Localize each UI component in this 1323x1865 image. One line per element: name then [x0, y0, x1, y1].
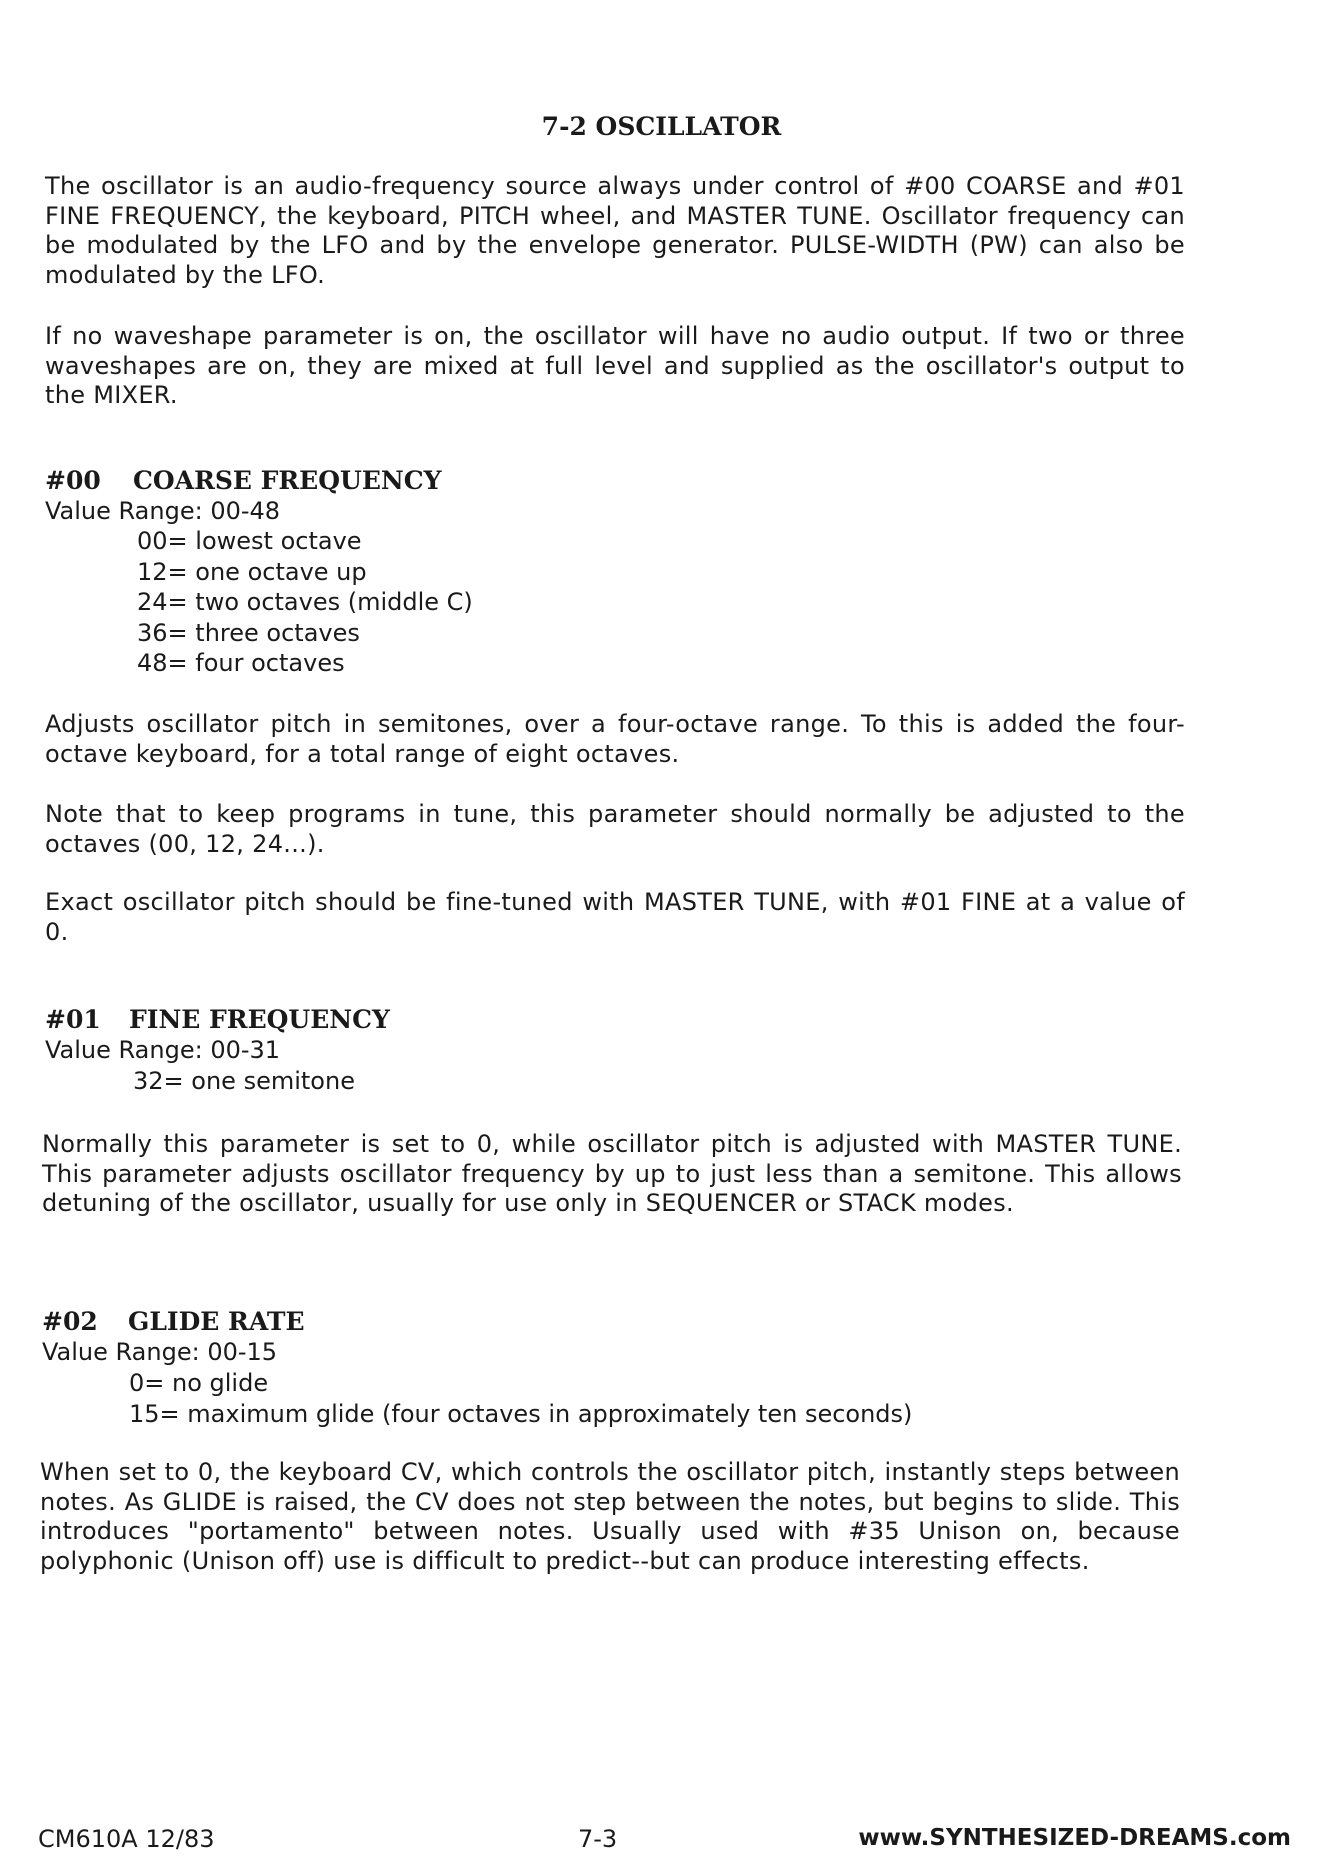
param-number: #02: [42, 1307, 98, 1336]
param-name: COARSE FREQUENCY: [133, 466, 442, 495]
value-item: 0= no glide: [129, 1369, 269, 1397]
value-item: 36= three octaves: [137, 618, 360, 647]
param-paragraph: Adjusts oscillator pitch in semitones, over a four-octave range. To this is added the four-octave keyboard, for a total range of eight octaves.: [45, 710, 1185, 768]
value-item: 24= two octaves (middle C): [137, 588, 473, 616]
param-heading-00: [45, 466, 441, 495]
value-item: 48= four octaves: [137, 649, 345, 677]
value-item: 32= one semitone: [133, 1067, 355, 1095]
param-paragraph: When set to 0, the keyboard CV, which controls the oscillator pitch, instantly steps between notes. As GLIDE is raised, the CV does not step between the notes, but begins to slide. This introduces "portamento" between notes. Usually used with #35 Unison on, because polyphonic (Unison off) use is difficult to predict--but can produce interesting effects.: [40, 1458, 1180, 1575]
value-item: 12= one octave up: [137, 557, 367, 586]
value-list: [133, 1066, 355, 1097]
value-item: 15= maximum glide (four octaves in approximately ten seconds): [129, 1399, 913, 1428]
value-list: [129, 1368, 912, 1429]
value-item: 00= lowest octave: [137, 527, 362, 555]
param-paragraph: Note that to keep programs in tune, this parameter should normally be adjusted to the octaves (00, 12, 24...).: [45, 800, 1185, 858]
param-name: FINE FREQUENCY: [129, 1005, 390, 1034]
value-list: [137, 526, 473, 679]
section-title: 7-2 OSCILLATOR: [541, 112, 782, 141]
website-link[interactable]: www.SYNTHESIZED-DREAMS.com: [858, 1825, 1291, 1851]
param-number: #00: [45, 466, 101, 495]
document-code: CM610A 12/83: [38, 1825, 215, 1853]
param-name: GLIDE RATE: [128, 1307, 305, 1336]
intro-paragraph-1: The oscillator is an audio-frequency source always under control of #00 COARSE and #01 FINE FREQUENCY, the keyboard, PITCH wheel, and MASTER TUNE. Oscillator frequency can be modulated by the LFO and by the envelope generator. PULSE-WIDTH (PW) can also be modulated by the LFO.: [45, 172, 1185, 289]
value-range: Value Range: 00-31: [45, 1036, 281, 1064]
param-heading-01: [45, 1005, 390, 1034]
param-paragraph: Normally this parameter is set to 0, while oscillator pitch is adjusted with MASTER TUNE. This parameter adjusts oscillator frequency by up to just less than a semitone. This allows detuning of the oscillator, usually for use only in SEQUENCER or STACK modes.: [42, 1130, 1182, 1217]
param-paragraph: Exact oscillator pitch should be fine-tuned with MASTER TUNE, with #01 FINE at a value of 0.: [45, 888, 1185, 946]
value-range: Value Range: 00-15: [42, 1338, 278, 1366]
page-number: 7-3: [578, 1825, 618, 1853]
param-heading-02: [42, 1307, 305, 1336]
param-number: #01: [45, 1005, 101, 1034]
value-range: Value Range: 00-48: [45, 497, 281, 525]
intro-paragraph-2: If no waveshape parameter is on, the oscillator will have no audio output. If two or three waveshapes are on, they are mixed at full level and supplied as the oscillator's output to the MIXER.: [45, 322, 1185, 409]
